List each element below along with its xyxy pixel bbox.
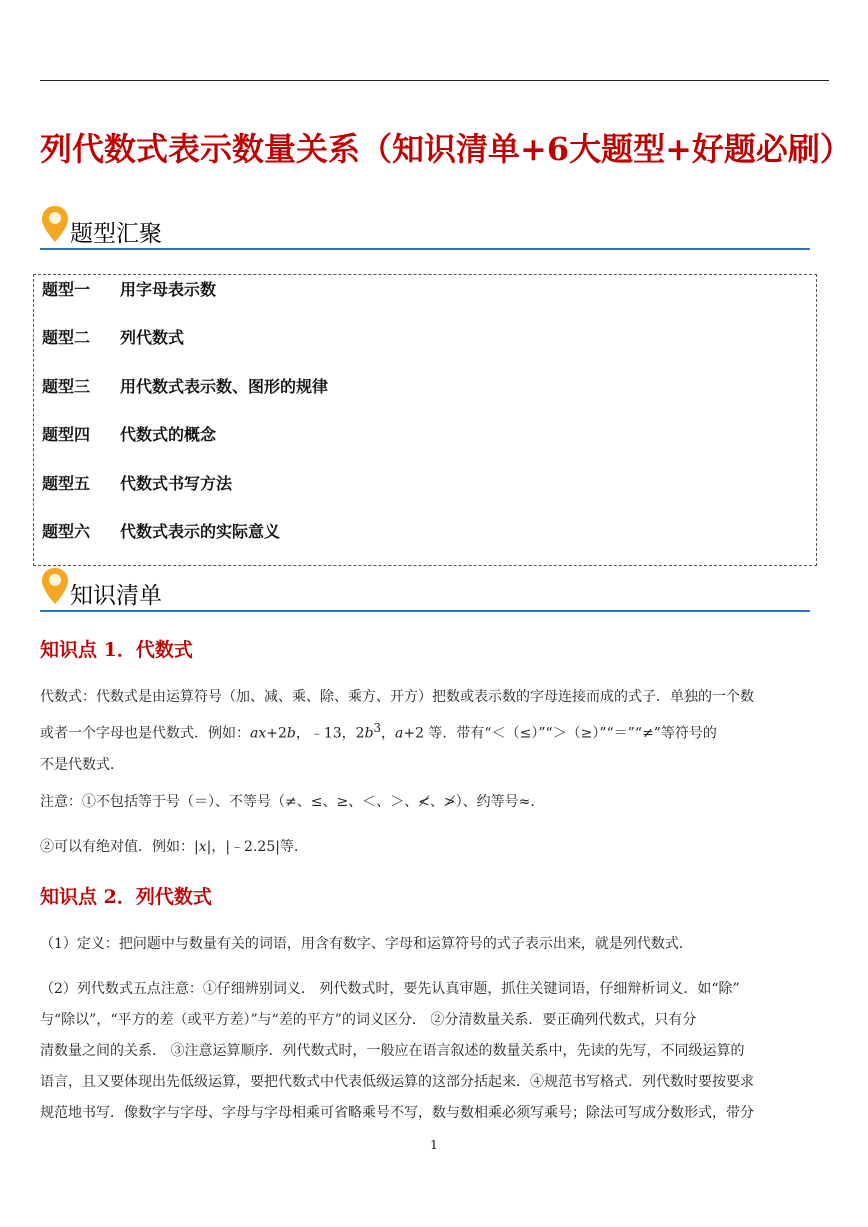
page-number: 1: [430, 1138, 438, 1152]
question-type-number: 题型一: [42, 280, 91, 299]
question-type-number: 题型四: [42, 425, 91, 444]
question-type-row: [42, 519, 280, 542]
types-heading: 题型汇聚: [70, 221, 162, 247]
location-pin-icon: [40, 566, 70, 606]
header-rule: [40, 80, 829, 81]
text-run: ，﹣13，2: [295, 725, 365, 742]
text-line: （2）列代数式五点注意：①仔细辨别词义． 列代数式时，要先认真审题，抓住关键词语，仔细辩析词义．如“除”: [40, 981, 740, 997]
question-type-name: 代数式书写方法: [120, 474, 233, 493]
exponent: 3: [373, 721, 381, 735]
question-type-name: 代数式的概念: [120, 425, 217, 444]
question-type-name: 用代数式表示数、图形的规律: [120, 377, 329, 396]
question-type-number: 题型三: [42, 377, 91, 396]
heading-rule: [40, 248, 810, 250]
knowledge-point-heading: 知识点 2．列代数式: [40, 886, 212, 908]
text-line: 不是代数式．: [40, 756, 124, 773]
question-type-name: 代数式表示的实际意义: [120, 522, 281, 541]
location-pin-icon: [40, 204, 70, 244]
types-section-header: [40, 204, 810, 250]
text-run: ②可以有绝对值．例如：|: [40, 839, 199, 855]
note-2: [40, 832, 830, 863]
math-var: ax: [250, 725, 267, 742]
question-type-name: 用字母表示数: [120, 280, 217, 299]
question-type-number: 题型二: [42, 328, 91, 347]
text-run: 或者一个字母也是代数式．例如：: [40, 725, 250, 742]
math-var: b: [364, 725, 374, 742]
page-title: 列代数式表示数量关系（知识清单+6大题型+好题必刷）: [40, 130, 852, 168]
question-type-row: [42, 277, 216, 300]
text-line: 清数量之间的关系． ③注意运算顺序．列代数式时，一般应在语言叙述的数量关系中，先读的先写，不同级运算的: [40, 1043, 745, 1059]
question-type-name: 列代数式: [120, 328, 185, 347]
knowledge-heading: 知识清单: [70, 583, 162, 609]
question-type-number: 题型五: [42, 474, 91, 493]
knowledge-point-heading: 知识点 1．代数式: [40, 639, 193, 661]
note-1: 注意：①不包括等于号（＝）、不等号（≠、≤、≥、＜、＞、≮、≯）、约等号≈．: [40, 794, 545, 810]
question-type-row: [42, 471, 232, 494]
kp1-definition: [40, 682, 830, 781]
text-run: +2: [266, 725, 287, 742]
text-run: |，|﹣2.25|等．: [206, 839, 308, 855]
math-var: x: [198, 839, 207, 855]
kp2-notes: [40, 974, 830, 1129]
text-run: ，: [380, 725, 395, 742]
question-type-number: 题型六: [42, 522, 91, 541]
math-var: a: [394, 725, 404, 742]
heading-rule: [40, 610, 810, 612]
question-type-row: [42, 325, 184, 348]
text-line: 语言，且又要体现出先低级运算，要把代数式中代表低级运算的这部分括起来．④规范书写格式．列代数时要按要求: [40, 1074, 754, 1090]
math-var: b: [286, 725, 296, 742]
text-line: 代数式：代数式是由运算符号（加、减、乘、除、乘方、开方）把数或表示数的字母连接而成的式子．单独的一个数: [40, 689, 754, 705]
question-type-row: [42, 374, 328, 397]
text-line: [40, 713, 830, 750]
kp2-definition: （1）定义：把问题中与数量有关的词语，用含有数字、字母和运算符号的式子表示出来，就是列代数式．: [40, 936, 693, 952]
question-type-row: [42, 422, 216, 445]
text-line: 与“除以”，“平方的差（或平方差）”与“差的平方”的词义区分． ②分清数量关系．要正确列代数式，只有分: [40, 1012, 697, 1028]
knowledge-section-header: [40, 566, 810, 612]
text-line: 规范地书写．像数字与字母、字母与字母相乘可省略乘号不写，数与数相乘必须写乘号；除法可写成分数形式，带分: [40, 1105, 754, 1121]
text-run: +2 等．带有“＜（≤）”“＞（≥）”“＝”“≠”等符号的: [403, 725, 717, 742]
